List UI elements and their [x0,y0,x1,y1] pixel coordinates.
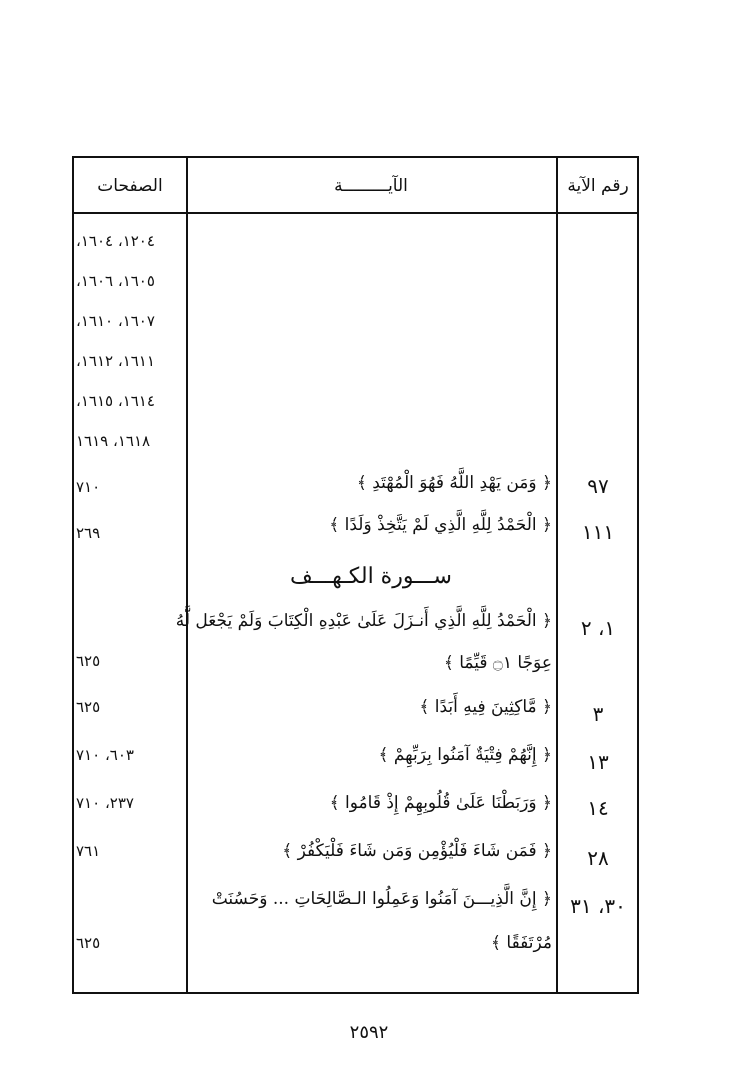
verse-number: ٣٠، ٣١ [570,894,626,918]
verse-text-continued: عِوَجًا ۝١ قَيِّمًا ﴾ [443,653,552,673]
table-left-border [72,156,74,994]
continued-pages-line: ١٦٠٧، ١٦١٠، [76,312,155,330]
page-refs: ٢٦٩ [76,524,101,542]
verse-text-continued: مُرْتَفَقًا ﴾ [491,933,552,953]
verse-text: ﴿ وَرَبَطْنَا عَلَىٰ قُلُوبِهِمْ إِذْ قَامُوا ﴾ [329,793,552,813]
verse-number: ١٣ [587,750,609,774]
page-refs: ٧٦١ [76,842,101,860]
verse-number: ٣ [592,702,604,726]
verse-text: ﴿ الْحَمْدُ لِلَّهِ الَّذِي أَنـزَلَ عَلَىٰ عَبْدِهِ الْكِتَابَ وَلَمْ يَجْعَل لَّهُ [175,611,552,631]
header-verse-number: رقم الآية [567,176,629,196]
page-refs: ٦٢٥ [76,652,101,670]
table-top-border [72,156,638,158]
verse-text: ﴿ إِنَّ الَّذِيـــنَ آمَنُوا وَعَمِلُوا الـصَّالِحَاتِ ... وَحَسُنَتْ [211,889,552,909]
verse-number: ٩٧ [587,474,609,498]
page-refs: ٧١٠ [76,478,101,496]
header-bottom-border [72,212,638,214]
continued-pages-line: ١٦١١، ١٦١٢، [76,352,155,370]
verse-number: ٢٨ [587,846,609,870]
continued-pages-line: ١٢٠٤، ١٦٠٤، [76,232,155,250]
surah-title: ســـورة الكـهـــف [290,564,452,589]
verse-text: ﴿ مَّاكِثِينَ فِيهِ أَبَدًا ﴾ [419,697,552,717]
page-refs: ٢٣٧، ٧١٠ [76,794,134,812]
verse-text: ﴿ وَمَن يَهْدِ اللَّهُ فَهُوَ الْمُهْتَدِ ﴾ [356,473,552,493]
continued-pages-line: ١٦١٤، ١٦١٥، [76,392,155,410]
verse-number: ١، ٢ [580,616,616,640]
continued-pages-line: ١٦١٨، ١٦١٩ [76,432,151,450]
verse-number: ١١١ [581,520,615,544]
header-verse: الآيـــــــــة [334,176,408,196]
page-number: ٢٥٩٢ [349,1022,389,1043]
page-refs: ٦٠٣، ٧١٠ [76,746,134,764]
verse-text: ﴿ الْحَمْدُ لِلَّهِ الَّذِي لَمْ يَتَّخِذْ وَلَدًا ﴾ [329,515,552,535]
table-bottom-border [72,992,638,994]
page-refs: ٦٢٥ [76,698,101,716]
header-pages: الصفحات [97,176,163,196]
verse-text: ﴿ فَمَن شَاءَ فَلْيُؤْمِن وَمَن شَاءَ فَلْيَكْفُرْ ﴾ [282,841,552,861]
verse-text: ﴿ إِنَّهُمْ فِتْيَةٌ آمَنُوا بِرَبِّهِمْ ﴾ [378,745,552,765]
continued-pages-line: ١٦٠٥، ١٦٠٦، [76,272,155,290]
verse-number: ١٤ [587,796,609,820]
page-refs: ٦٢٥ [76,934,101,952]
pages-column-divider [186,156,188,994]
